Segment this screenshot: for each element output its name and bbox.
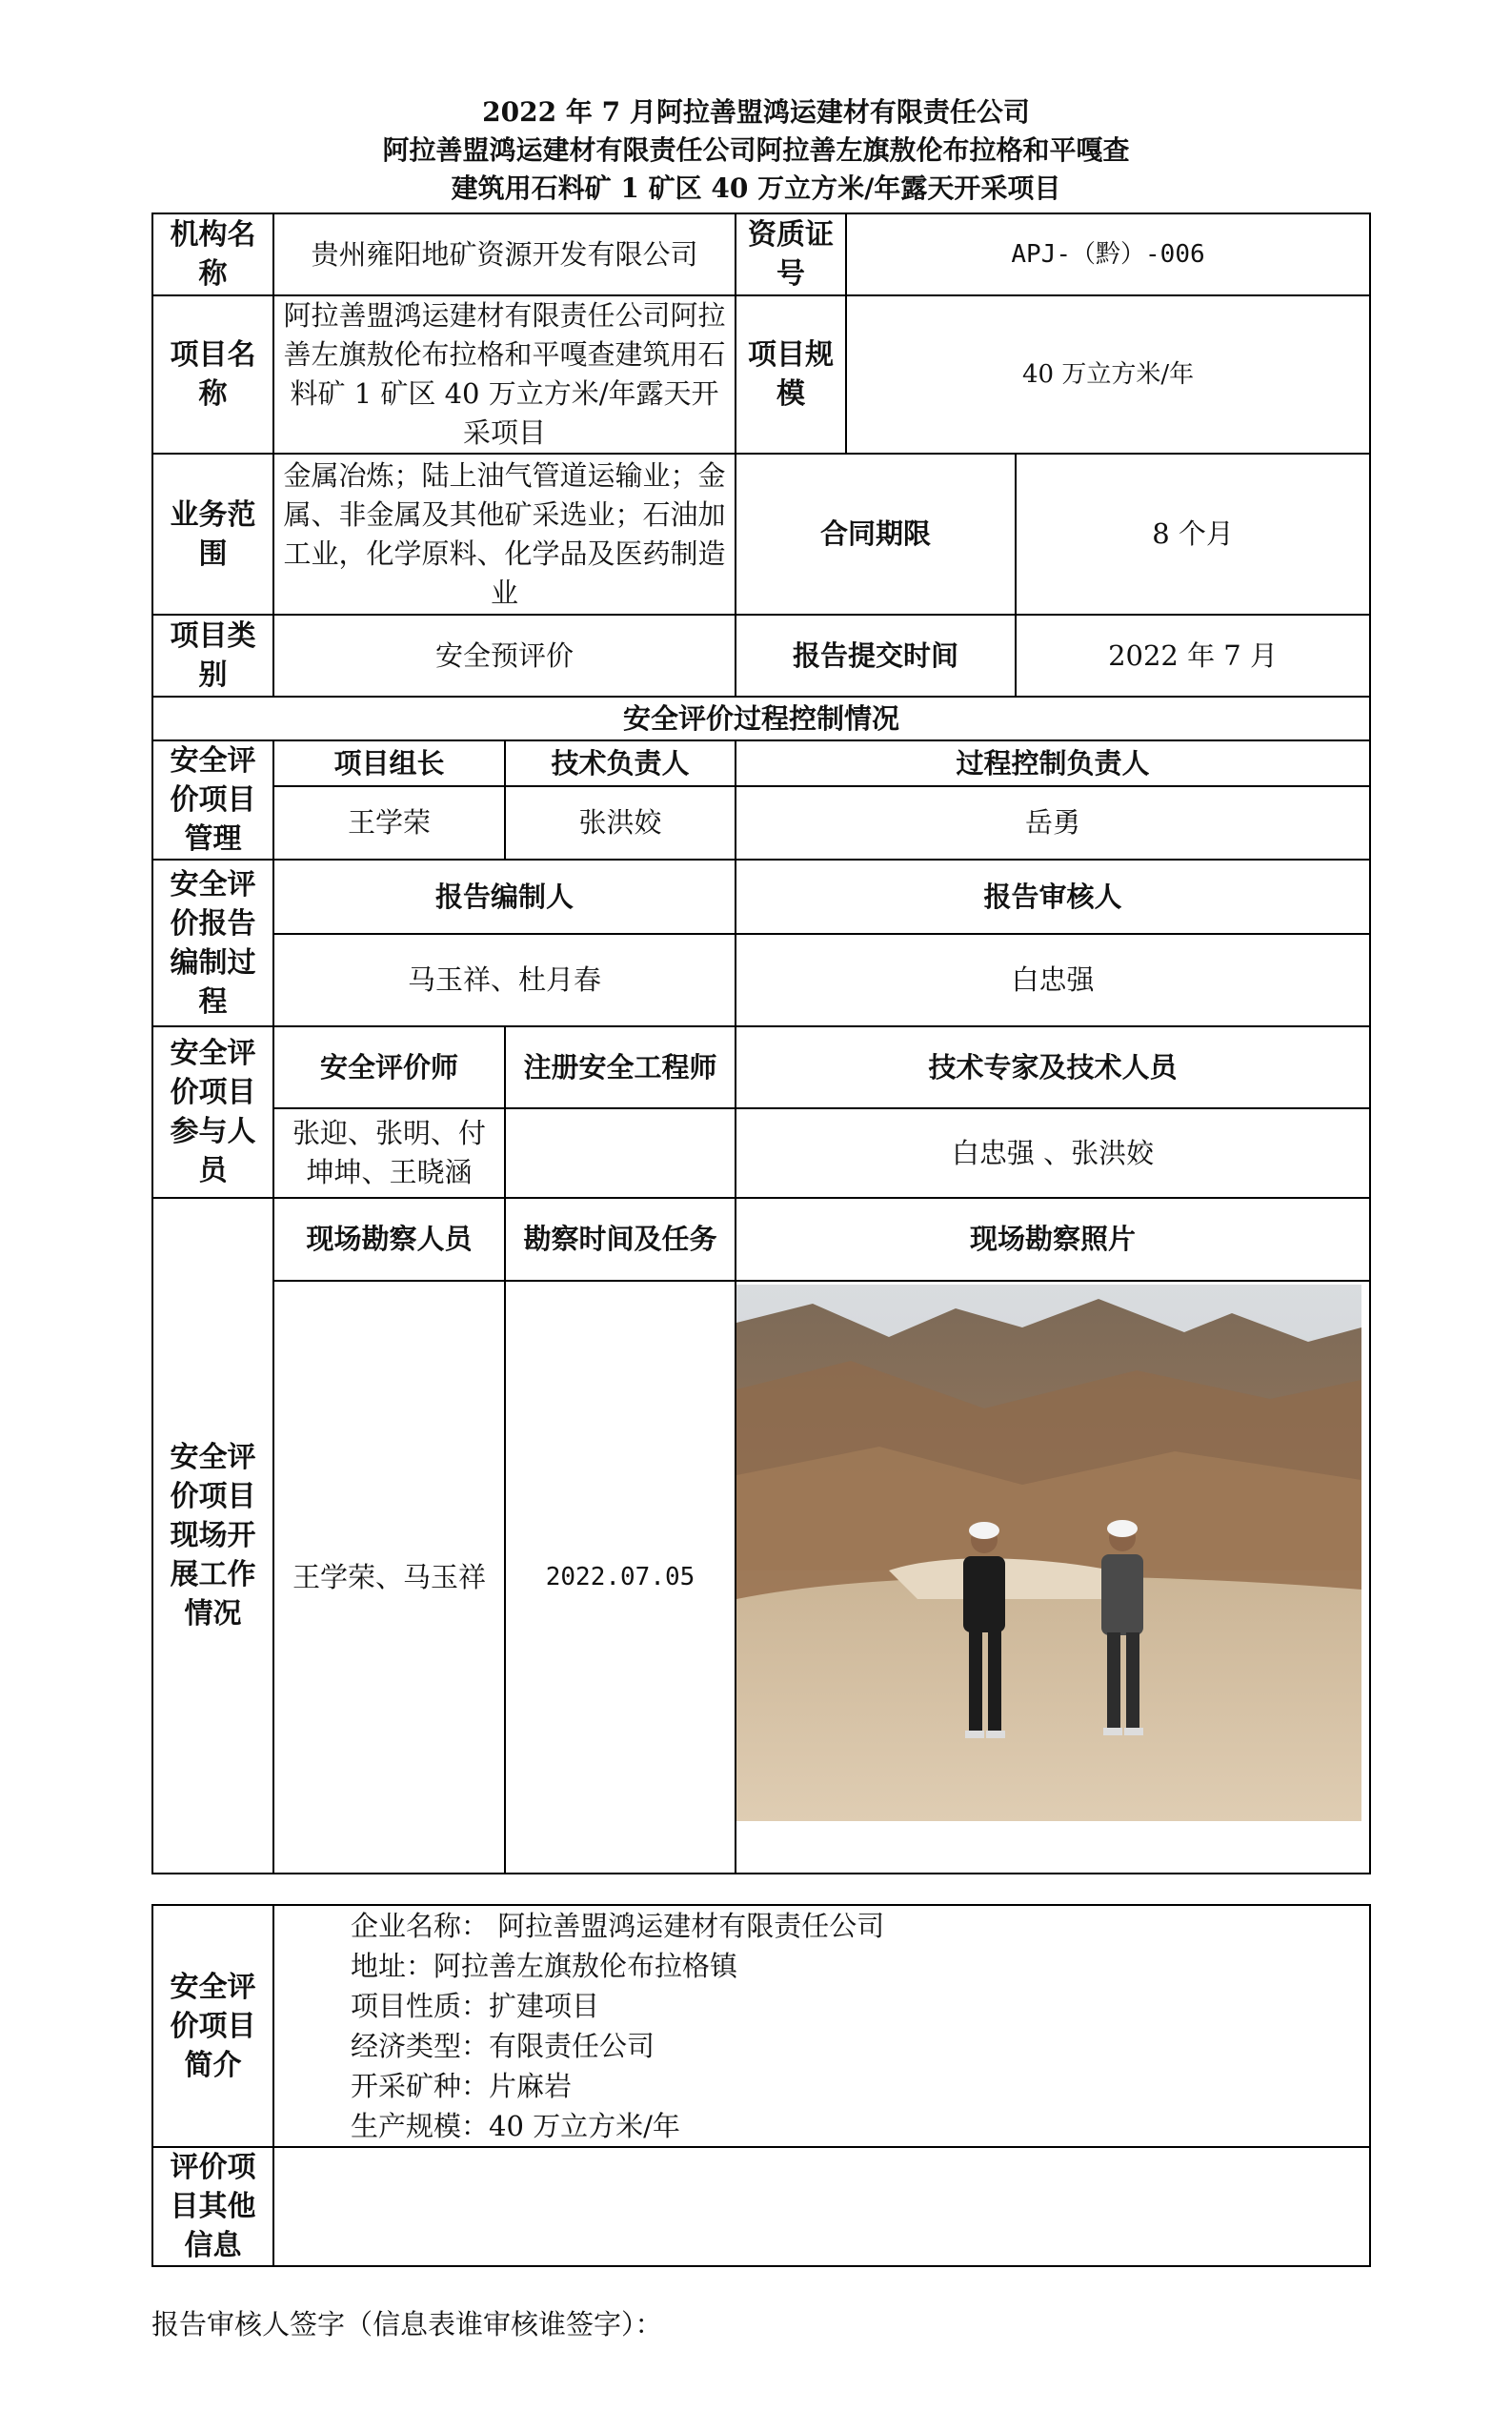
ctrl-header: 过程控制负责人 xyxy=(736,740,1370,786)
surveyors-header: 现场勘察人员 xyxy=(273,1198,505,1281)
evaluators-value: 张迎、张明、付坤坤、王晓涵 xyxy=(273,1108,505,1198)
project-value: 阿拉善盟鸿运建材有限责任公司阿拉善左旗敖伦布拉格和平嘎查建筑用石料矿 1 矿区 40 万立方米/年露天开采项目 xyxy=(273,295,736,454)
report-label: 安全评价报告编制过程 xyxy=(152,860,273,1026)
intro-content xyxy=(273,1905,1370,2147)
contract-label: 合同期限 xyxy=(736,454,1016,615)
intro-label: 安全评价项目简介 xyxy=(152,1905,273,2147)
intro-capacity: 生产规模：40 万立方米/年 xyxy=(351,2110,680,2142)
main-info-table xyxy=(151,213,1371,1874)
submit-label: 报告提交时间 xyxy=(736,615,1016,697)
tech-header: 技术负责人 xyxy=(505,740,736,786)
other-value xyxy=(273,2147,1370,2266)
org-label: 机构名称 xyxy=(152,213,273,295)
contract-value: 8 个月 xyxy=(1016,454,1370,615)
cert-label: 资质证号 xyxy=(736,213,846,295)
reviewer-signature-line: 报告审核人签字（信息表谁审核谁签字）： xyxy=(151,2308,663,2340)
photo-cell xyxy=(736,1281,1370,1874)
tech-value: 张洪姣 xyxy=(505,786,736,860)
cert-value: APJ-（黔）-006 xyxy=(846,213,1370,295)
survey-time-value: 2022.07.05 xyxy=(505,1281,736,1874)
title-line-3: 建筑用石料矿 1 矿区 40 万立方米/年露天开采项目 xyxy=(451,172,1061,204)
intro-economy: 经济类型：有限责任公司 xyxy=(351,2030,655,2062)
title-line-1: 2022 年 7 月阿拉善盟鸿运建材有限责任公司 xyxy=(482,96,1030,128)
type-label: 项目类别 xyxy=(152,615,273,697)
submit-value: 2022 年 7 月 xyxy=(1016,615,1370,697)
mgmt-label: 安全评价项目管理 xyxy=(152,740,273,860)
photo-header: 现场勘察照片 xyxy=(736,1198,1370,1281)
engineers-value xyxy=(505,1108,736,1198)
intro-nature: 项目性质：扩建项目 xyxy=(351,1990,600,2022)
surveyors-value: 王学荣、马玉祥 xyxy=(273,1281,505,1874)
experts-value: 白忠强 、张洪姣 xyxy=(736,1108,1370,1198)
business-value: 金属冶炼；陆上油气管道运输业；金属、非金属及其他矿采选业；石油加工业，化学原料、化学品及医药制造业 xyxy=(273,454,736,615)
other-label: 评价项目其他信息 xyxy=(152,2147,273,2266)
scale-label: 项目规模 xyxy=(736,295,846,454)
intro-mineral: 开采矿种：片麻岩 xyxy=(351,2070,573,2102)
org-value: 贵州雍阳地矿资源开发有限公司 xyxy=(273,213,736,295)
reviewer-header: 报告审核人 xyxy=(736,860,1370,934)
intro-table xyxy=(151,1904,1371,2267)
participants-label: 安全评价项目参与人员 xyxy=(152,1026,273,1198)
site-survey-photo xyxy=(736,1285,1361,1821)
type-value: 安全预评价 xyxy=(273,615,736,697)
engineer-header: 注册安全工程师 xyxy=(505,1026,736,1108)
intro-company: 企业名称： 阿拉善盟鸿运建材有限责任公司 xyxy=(351,1910,885,1942)
intro-address: 地址：阿拉善左旗敖伦布拉格镇 xyxy=(351,1950,738,1982)
scale-value: 40 万立方米/年 xyxy=(846,295,1370,454)
site-label: 安全评价项目现场开展工作情况 xyxy=(152,1198,273,1874)
compiler-value: 马玉祥、杜月春 xyxy=(273,934,736,1026)
survey-time-header: 勘察时间及任务 xyxy=(505,1198,736,1281)
leader-header: 项目组长 xyxy=(273,740,505,786)
leader-value: 王学荣 xyxy=(273,786,505,860)
title-line-2: 阿拉善盟鸿运建材有限责任公司阿拉善左旗敖伦布拉格和平嘎查 xyxy=(382,134,1130,166)
business-label: 业务范围 xyxy=(152,454,273,615)
experts-header: 技术专家及技术人员 xyxy=(736,1026,1370,1108)
reviewer-value: 白忠强 xyxy=(736,934,1370,1026)
project-label: 项目名称 xyxy=(152,295,273,454)
compiler-header: 报告编制人 xyxy=(273,860,736,934)
process-heading: 安全评价过程控制情况 xyxy=(152,697,1370,740)
evaluator-header: 安全评价师 xyxy=(273,1026,505,1108)
ctrl-value: 岳勇 xyxy=(736,786,1370,860)
